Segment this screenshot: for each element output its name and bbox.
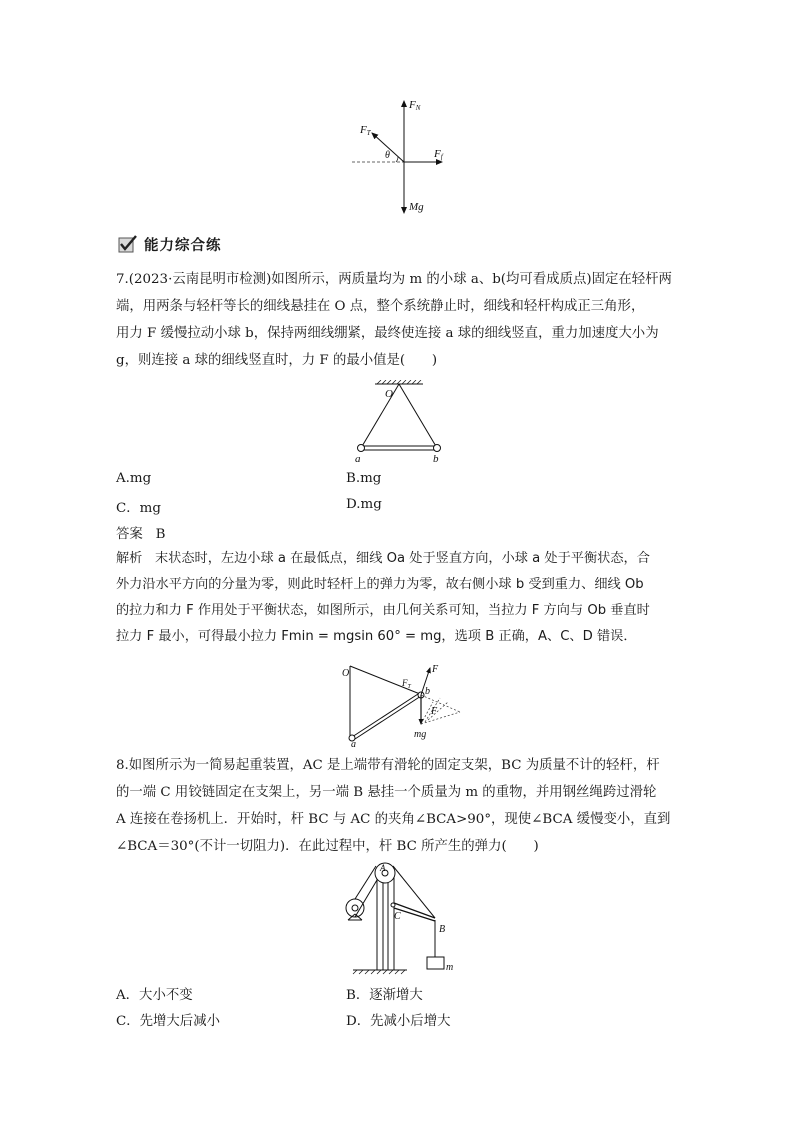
checkmark-icon — [118, 235, 138, 253]
ff-sub: f — [440, 153, 443, 161]
q7-figure-triangle — [345, 380, 455, 465]
mg-label: Mg — [409, 201, 424, 213]
fig2-label-a: a — [351, 739, 356, 748]
explain-line: 外力沿水平方向的分量为零，则此时轻杆上的弹力为零，故右侧小球 b 受到重力、细线 Ob — [116, 577, 644, 592]
q7-option-b[interactable]: B.mg — [346, 471, 382, 486]
fig2-label-ft: F — [402, 678, 408, 688]
q8-line: 的一端 C 用铰链固定在支架上，另一端 B 悬挂一个质量为 m 的重物，并用钢丝绳跨过滑轮 — [116, 785, 657, 800]
fig8-label-b: B — [439, 924, 446, 935]
q7-solution-figure — [330, 658, 470, 748]
q8-option-c[interactable]: C．先增大后减小 — [116, 1014, 220, 1029]
fig2-label-o: O — [342, 668, 350, 679]
fn-sub: N — [415, 104, 421, 112]
force-diagram-top — [340, 95, 470, 220]
q8-text — [116, 752, 688, 860]
q7-text — [116, 266, 688, 374]
svg-text:FT — [359, 124, 372, 137]
q7-explanation — [116, 546, 688, 650]
fig2-label-ft-sub: T — [407, 684, 411, 690]
fig2-label-f: F — [432, 664, 439, 675]
answer-label: 答案 — [116, 527, 143, 542]
fig7-label-o: O — [385, 388, 393, 400]
fig7-label-a: a — [355, 453, 361, 465]
q7-answer — [116, 523, 165, 542]
q7-option-d[interactable]: D.mg — [346, 497, 382, 512]
theta-arc — [396, 157, 398, 162]
fig7-label-b: b — [433, 453, 439, 465]
fig8-label-m: m — [446, 962, 454, 973]
fig2-label-b: b — [425, 686, 430, 697]
q7-line: g，则连接 a 球的细线竖直时，力 F 的最小值是( ) — [116, 353, 438, 368]
q8-line: 8.如图所示为一简易起重装置，AC 是上端带有滑轮的固定支架，BC 为质量不计的轻杆，杆 — [116, 758, 660, 773]
fig8-label-c: C — [394, 911, 401, 922]
ff-label: F — [434, 148, 441, 160]
svg-text:Ff — [433, 148, 444, 161]
section-header — [118, 233, 222, 255]
theta-label: θ — [385, 150, 390, 161]
explain-line: 拉力 F 最小，可得最小拉力 Fmin = mgsin 60° = mg，选项 B 正确，A、C、D 错误． — [116, 629, 637, 644]
explain-line: 的拉力和力 F 作用处于平衡状态，如图所示，由几何关系可知，当拉力 F 方向与 Ob 垂直时 — [116, 603, 650, 618]
q7-line: 7.(2023·云南昆明市检测)如图所示，两质量均为 m 的小球 a、b(均可看成质点)固定在轻杆两 — [116, 272, 672, 287]
fig2-label-f2: F — [431, 706, 438, 717]
fig2-label-mg: mg — [414, 729, 427, 740]
q8-option-d[interactable]: D．先减小后增大 — [346, 1014, 451, 1029]
section-title: 能力综合练 — [144, 237, 222, 254]
q8-option-a[interactable]: A．大小不变 — [116, 988, 193, 1003]
answer-value: B — [155, 527, 166, 542]
fig8-label-a: A — [380, 863, 386, 873]
q7-option-a[interactable]: A.mg — [116, 471, 152, 486]
svg-text:FN — [408, 99, 421, 112]
q8-line: A 连接在卷扬机上．开始时，杆 BC 与 AC 的夹角∠BCA>90°，现使∠BCA 缓慢变小，直到 — [116, 812, 671, 827]
ft-label: F — [360, 124, 367, 136]
explain-line: 末状态时，左边小球 a 在最低点，细线 Oa 处于竖直方向，小球 a 处于平衡状态，合 — [154, 551, 650, 566]
explain-label: 解析 — [116, 551, 143, 566]
q8-line: ∠BCA＝30°(不计一切阻力)．在此过程中，杆 BC 所产生的弹力( ) — [116, 839, 539, 854]
q7-line: 端，用两条与轻杆等长的细线悬挂在 O 点，整个系统静止时，细线和轻杆构成正三角形， — [116, 299, 645, 314]
fn-label: F — [409, 99, 416, 111]
q7-option-c[interactable]: C．mg — [116, 501, 161, 516]
ft-sub: T — [366, 129, 371, 137]
q7-line: 用力 F 缓慢拉动小球 b，保持两细线绷紧，最终使连接 a 球的细线竖直，重力加速度大小为 — [116, 326, 659, 341]
q8-option-b[interactable]: B．逐渐增大 — [346, 988, 423, 1003]
q8-crane-figure — [335, 858, 465, 976]
